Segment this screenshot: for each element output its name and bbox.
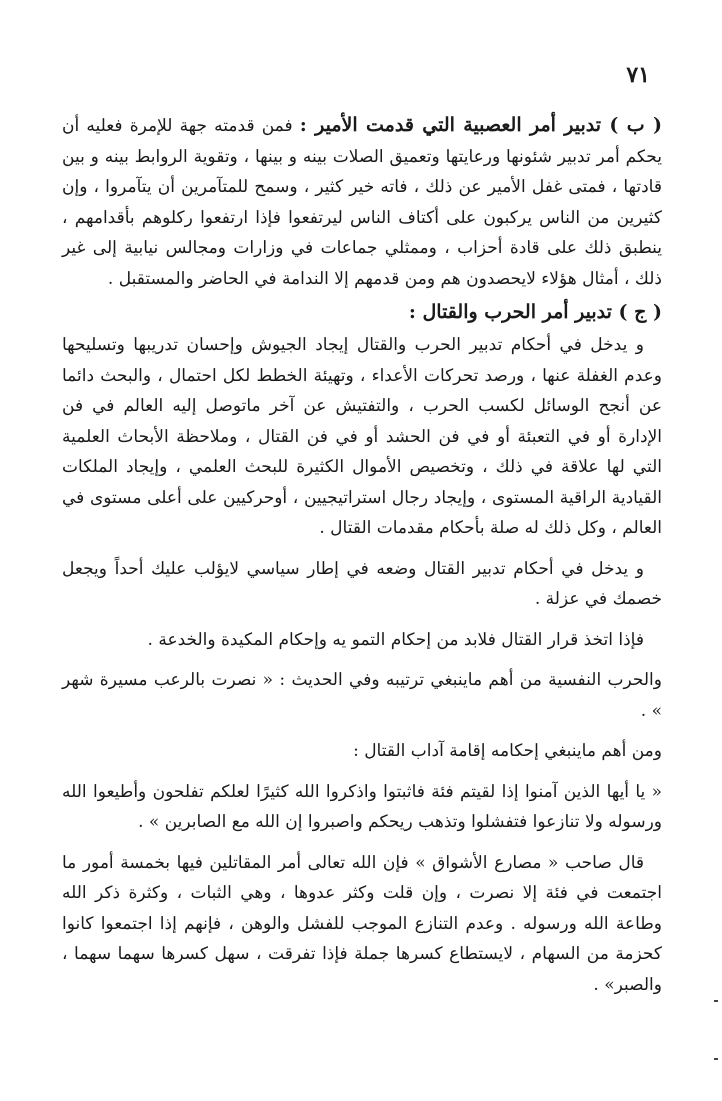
scan-edge-mark	[714, 1000, 718, 1002]
section-c-paragraph-2: و يدخل في أحكام تدبير القتال وضعه في إطار سياسي لايؤلب عليك أحداً ويجعل خصمك في عزلة .	[62, 558, 662, 609]
section-c-paragraph-3: فإذا اتخذ قرار القتال فلابد من إحكام التمو يه وإحكام المكيدة والخدعة .	[147, 629, 644, 650]
section-c-paragraph-5: ومن أهم ماينبغي إحكامه إقامة آداب القتال :	[353, 741, 662, 761]
section-c-paragraph-1: و يدخل في أحكام تدبير الحرب والقتال إيجاد الجيوش وإحسان تدريبها وتسليحها وعدم الغفلة عنها ، ورصد تحركات الأعداء ، وتهيئة الخطط لكل احتمال ، والبحث دائما عن أنجح الوسائل لكسب الحرب ، والتفتيش عن آخر ماتوصل إليه العالم في فن الإدارة أو في التعبئة أو في فن الحشد أو في فن القتال ، وملاحظة الأبحاث العلمية التي لها علاقة في ذلك ، وتخصيص الأموال الكثيرة للبحث العلمي ، وإيجاد الملكات القيادية الراقية المستوى ، وإيجاد رجال استراتيجيين ، أوحركيين على أعلى مستوى في العالم ، وكل ذلك له صلة بأحكام مقدمات القتال .	[62, 335, 662, 538]
section-c-paragraph-4: والحرب النفسية من أهم ماينبغي ترتيبه وفي الحديث : « نصرت بالرعب مسيرة شهر » .	[62, 670, 662, 721]
section-c-heading: ( ج ) تدبير أمر الحرب والقتال :	[408, 301, 662, 323]
quran-quote-paragraph: « يا أيها الذين آمنوا إذا لقيتم فئة فاثبتوا واذكروا الله كثيرًا لعلكم تفلحون وأطيعوا الله ورسوله ولا تنازعوا فتفشلوا وتذهب ريحكم واصبروا إن الله مع الصابرين » .	[62, 781, 662, 832]
section-b-heading: ( ب ) تدبير أمر العصبية التي قدمت الأمير :	[299, 114, 662, 136]
page-number: ٧١	[626, 62, 650, 88]
section-b-text: فمن قدمته جهة للإمرة فعليه أن يحكم أمر تدبير شئونها ورعايتها وتعميق الصلات بينه و بينها ، وتقوية الروابط بينه و بين قادتها ، فمتى غفل الأمير عن ذلك ، فاته خير كثير ، وسمح للمتآمرين أن يتآمروا ، وإن كثيرين من الناس يركبون على أكتاف الناس ليرتفعوا فإذا ارتفعوا ركلوهم بأقدامهم ، ينطبق ذلك على قادة أحزاب ، وممثلي جماعات في وزارات ومجالس نيابية إلى غير ذلك ، أمثال هؤلاء لايحصدون هم ومن قدمهم إلا الندامة في الحاضر والمستقبل .	[62, 116, 662, 289]
scan-edge-mark	[714, 1058, 718, 1060]
section-b-paragraph	[62, 110, 662, 294]
section-c-paragraph-7: قال صاحب « مصارع الأشواق » فإن الله تعالى أمر المقاتلين فيها بخمسة أمور ما اجتمعت في فئة إلا نصرت ، وإن قلت وكثر عدوها ، وهي الثبات ، وكثرة ذكر الله وطاعة الله ورسوله . وعدم التنازع الموجب للفشل والوهن ، فإنهم إذا اجتمعوا كانوا كحزمة من السهام ، لايستطاع كسرها جملة فإذا تفرقت ، سهل كسرها سهما سهما ، والصبر» .	[62, 852, 662, 995]
page-body	[62, 110, 662, 1000]
